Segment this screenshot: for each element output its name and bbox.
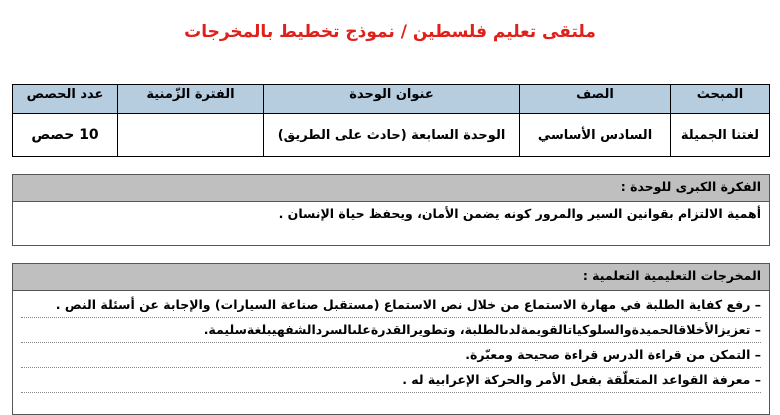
header-time-period: الفترة الزّمنية	[118, 85, 264, 114]
big-idea-text: أهمية الالتزام بقوانين السير والمرور كونه يضمن الأمان، ويحفظ حياة الإنسان .	[278, 206, 761, 221]
cell-subject: لغتنا الجميلة	[671, 114, 770, 157]
list-item: – رفع كفاية الطلبة في مهارة الاستماع من خلال نص الاستماع (مستقبل صناعة السيارات) والإجابة عن أسئلة النص .	[21, 293, 761, 318]
table-row	[13, 114, 770, 157]
header-subject: المبحث	[671, 85, 770, 114]
header-unit-title: عنوان الوحدة	[264, 85, 520, 114]
outcomes-section	[12, 263, 770, 415]
list-item: – التمكن من قراءة الدرس قراءة صحيحة ومعبّرة.	[21, 343, 761, 368]
list-item: – معرفة القواعد المتعلّقة بفعل الأمر والحركة الإعرابية له .	[21, 368, 761, 393]
unit-info-table	[12, 84, 770, 157]
cell-time-period	[118, 114, 264, 157]
table-header-row	[13, 85, 770, 114]
cell-grade: السادس الأساسي	[520, 114, 671, 157]
page-title: ملتقى تعليم فلسطين / نموذج تخطيط بالمخرجات	[184, 22, 596, 42]
cell-lesson-count: 10 حصص	[13, 114, 118, 157]
list-item: – تعزيزالأخلاقالحميدةوالسلوكياتالقويمةلدىالطلبة، وتطويرالقدرةعلىالسردالشفهيبلغةسليمة.	[21, 318, 761, 343]
header-lesson-count: عدد الحصص	[13, 85, 118, 114]
big-idea-section	[12, 174, 770, 246]
header-grade: الصف	[520, 85, 671, 114]
outcomes-heading: المخرجات التعليمية التعلمية :	[13, 264, 769, 291]
big-idea-heading: الفكرة الكبرى للوحدة :	[13, 175, 769, 202]
cell-unit-title: الوحدة السابعة (حادث على الطريق)	[264, 114, 520, 157]
